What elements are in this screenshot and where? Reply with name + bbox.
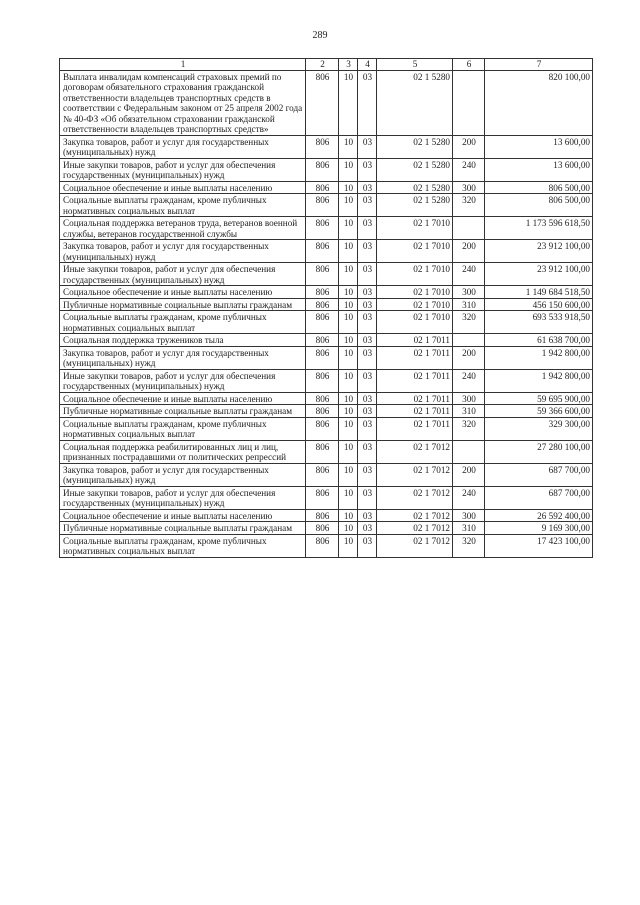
expense-type: 240: [453, 486, 485, 509]
amount: 329 300,00: [485, 417, 593, 440]
table-row: [60, 240, 593, 263]
expense-type: 320: [453, 311, 485, 334]
subsection-code: 03: [358, 70, 377, 135]
row-name: Социальные выплаты гражданам, кроме публичных нормативных социальных выплат: [60, 194, 306, 217]
ministry-code: 806: [306, 240, 339, 263]
expense-type: 300: [453, 392, 485, 405]
subsection-code: 03: [358, 334, 377, 347]
subsection-code: 03: [358, 369, 377, 392]
table-header-row: [60, 59, 593, 71]
subsection-code: 03: [358, 463, 377, 486]
column-header: 6: [453, 59, 485, 71]
ministry-code: 806: [306, 522, 339, 535]
amount: 693 533 918,50: [485, 311, 593, 334]
row-name: Иные закупки товаров, работ и услуг для обеспечения государственных (муниципальных) нужд: [60, 263, 306, 286]
expense-type: 200: [453, 463, 485, 486]
target-article: 02 1 7011: [377, 392, 453, 405]
ministry-code: 806: [306, 194, 339, 217]
amount: 820 100,00: [485, 70, 593, 135]
section-code: 10: [339, 70, 358, 135]
ministry-code: 806: [306, 509, 339, 522]
expense-type: [453, 217, 485, 240]
budget-table: [59, 58, 593, 558]
ministry-code: 806: [306, 70, 339, 135]
target-article: 02 1 7011: [377, 405, 453, 418]
column-header: 5: [377, 59, 453, 71]
ministry-code: 806: [306, 263, 339, 286]
amount: 806 500,00: [485, 194, 593, 217]
target-article: 02 1 7011: [377, 417, 453, 440]
subsection-code: 03: [358, 217, 377, 240]
ministry-code: 806: [306, 334, 339, 347]
expense-type: 300: [453, 509, 485, 522]
expense-type: 320: [453, 194, 485, 217]
section-code: 10: [339, 369, 358, 392]
table-row: [60, 392, 593, 405]
amount: 61 638 700,00: [485, 334, 593, 347]
table-row: [60, 522, 593, 535]
section-code: 10: [339, 463, 358, 486]
subsection-code: 03: [358, 181, 377, 194]
expense-type: [453, 440, 485, 463]
target-article: 02 1 7011: [377, 334, 453, 347]
table-row: [60, 346, 593, 369]
target-article: 02 1 5280: [377, 70, 453, 135]
section-code: 10: [339, 522, 358, 535]
row-name: Закупка товаров, работ и услуг для государственных (муниципальных) нужд: [60, 135, 306, 158]
column-header: 4: [358, 59, 377, 71]
amount: 13 600,00: [485, 158, 593, 181]
page-number: 289: [312, 30, 328, 41]
section-code: 10: [339, 217, 358, 240]
ministry-code: 806: [306, 158, 339, 181]
subsection-code: 03: [358, 158, 377, 181]
amount: 456 150 600,00: [485, 298, 593, 311]
column-header: 2: [306, 59, 339, 71]
section-code: 10: [339, 417, 358, 440]
ministry-code: 806: [306, 135, 339, 158]
table-row: [60, 334, 593, 347]
table-row: [60, 311, 593, 334]
section-code: 10: [339, 181, 358, 194]
row-name: Социальное обеспечение и иные выплаты населению: [60, 181, 306, 194]
amount: 9 169 300,00: [485, 522, 593, 535]
section-code: 10: [339, 509, 358, 522]
section-code: 10: [339, 311, 358, 334]
expense-type: 200: [453, 240, 485, 263]
ministry-code: 806: [306, 463, 339, 486]
column-header: 7: [485, 59, 593, 71]
section-code: 10: [339, 405, 358, 418]
table-row: [60, 70, 593, 135]
section-code: 10: [339, 440, 358, 463]
row-name: Иные закупки товаров, работ и услуг для обеспечения государственных (муниципальных) нужд: [60, 486, 306, 509]
subsection-code: 03: [358, 417, 377, 440]
amount: 17 423 100,00: [485, 534, 593, 557]
ministry-code: 806: [306, 440, 339, 463]
amount: 59 366 600,00: [485, 405, 593, 418]
ministry-code: 806: [306, 181, 339, 194]
table-row: [60, 369, 593, 392]
section-code: 10: [339, 194, 358, 217]
target-article: 02 1 7012: [377, 463, 453, 486]
section-code: 10: [339, 534, 358, 557]
expense-type: 240: [453, 369, 485, 392]
table-row: [60, 417, 593, 440]
target-article: 02 1 7010: [377, 286, 453, 299]
row-name: Социальное обеспечение и иные выплаты населению: [60, 509, 306, 522]
amount: 1 942 800,00: [485, 346, 593, 369]
expense-type: 240: [453, 158, 485, 181]
expense-type: 320: [453, 534, 485, 557]
amount: 1 942 800,00: [485, 369, 593, 392]
target-article: 02 1 7011: [377, 369, 453, 392]
table-row: [60, 405, 593, 418]
expense-type: 300: [453, 181, 485, 194]
ministry-code: 806: [306, 392, 339, 405]
target-article: 02 1 5280: [377, 181, 453, 194]
ministry-code: 806: [306, 417, 339, 440]
table-row: [60, 194, 593, 217]
column-header: 3: [339, 59, 358, 71]
ministry-code: 806: [306, 369, 339, 392]
row-name: Социальные выплаты гражданам, кроме публичных нормативных социальных выплат: [60, 311, 306, 334]
target-article: 02 1 5280: [377, 194, 453, 217]
subsection-code: 03: [358, 346, 377, 369]
ministry-code: 806: [306, 486, 339, 509]
section-code: 10: [339, 392, 358, 405]
target-article: 02 1 7010: [377, 298, 453, 311]
expense-type: 310: [453, 298, 485, 311]
expense-type: 200: [453, 135, 485, 158]
target-article: 02 1 7012: [377, 486, 453, 509]
row-name: Иные закупки товаров, работ и услуг для обеспечения государственных (муниципальных) нужд: [60, 369, 306, 392]
section-code: 10: [339, 486, 358, 509]
row-name: Закупка товаров, работ и услуг для государственных (муниципальных) нужд: [60, 346, 306, 369]
section-code: 10: [339, 346, 358, 369]
target-article: 02 1 5280: [377, 135, 453, 158]
subsection-code: 03: [358, 194, 377, 217]
table-row: [60, 286, 593, 299]
row-name: Публичные нормативные социальные выплаты гражданам: [60, 405, 306, 418]
row-name: Социальная поддержка ветеранов труда, ветеранов военной службы, ветеранов государственной службы: [60, 217, 306, 240]
expense-type: [453, 70, 485, 135]
section-code: 10: [339, 286, 358, 299]
amount: 13 600,00: [485, 135, 593, 158]
row-name: Социальные выплаты гражданам, кроме публичных нормативных социальных выплат: [60, 534, 306, 557]
expense-type: 310: [453, 522, 485, 535]
target-article: 02 1 7010: [377, 240, 453, 263]
row-name: Закупка товаров, работ и услуг для государственных (муниципальных) нужд: [60, 240, 306, 263]
table-row: [60, 158, 593, 181]
amount: 23 912 100,00: [485, 263, 593, 286]
table-row: [60, 440, 593, 463]
table-row: [60, 298, 593, 311]
ministry-code: 806: [306, 298, 339, 311]
target-article: 02 1 7012: [377, 522, 453, 535]
column-header: 1: [60, 59, 306, 71]
table-body: [60, 70, 593, 557]
ministry-code: 806: [306, 311, 339, 334]
amount: 23 912 100,00: [485, 240, 593, 263]
section-code: 10: [339, 263, 358, 286]
target-article: 02 1 5280: [377, 158, 453, 181]
amount: 1 173 596 618,50: [485, 217, 593, 240]
table-row: [60, 509, 593, 522]
expense-type: [453, 334, 485, 347]
expense-type: 200: [453, 346, 485, 369]
amount: 687 700,00: [485, 463, 593, 486]
target-article: 02 1 7012: [377, 440, 453, 463]
expense-type: 320: [453, 417, 485, 440]
table-row: [60, 181, 593, 194]
ministry-code: 806: [306, 346, 339, 369]
amount: 27 280 100,00: [485, 440, 593, 463]
target-article: 02 1 7010: [377, 311, 453, 334]
row-name: Иные закупки товаров, работ и услуг для обеспечения государственных (муниципальных) нужд: [60, 158, 306, 181]
row-name: Социальная поддержка реабилитированных лиц и лиц, признанных пострадавшими от политических репрессий: [60, 440, 306, 463]
subsection-code: 03: [358, 392, 377, 405]
table-row: [60, 534, 593, 557]
target-article: 02 1 7012: [377, 509, 453, 522]
target-article: 02 1 7011: [377, 346, 453, 369]
target-article: 02 1 7010: [377, 217, 453, 240]
section-code: 10: [339, 334, 358, 347]
row-name: Публичные нормативные социальные выплаты гражданам: [60, 298, 306, 311]
subsection-code: 03: [358, 135, 377, 158]
subsection-code: 03: [358, 522, 377, 535]
ministry-code: 806: [306, 217, 339, 240]
section-code: 10: [339, 158, 358, 181]
section-code: 10: [339, 135, 358, 158]
ministry-code: 806: [306, 534, 339, 557]
row-name: Социальное обеспечение и иные выплаты населению: [60, 392, 306, 405]
subsection-code: 03: [358, 509, 377, 522]
section-code: 10: [339, 240, 358, 263]
row-name: Публичные нормативные социальные выплаты гражданам: [60, 522, 306, 535]
ministry-code: 806: [306, 286, 339, 299]
expense-type: 310: [453, 405, 485, 418]
table-row: [60, 486, 593, 509]
row-name: Закупка товаров, работ и услуг для государственных (муниципальных) нужд: [60, 463, 306, 486]
row-name: Выплата инвалидам компенсаций страховых премий по договорам обязательного страхования гражданской ответственности владельцев транспортных средств в соответствии с Федеральным законом от 25 апреля 2002 года № 40-ФЗ «Об обязательном страховании гражданской ответственности владельцев транспортных средств»: [60, 70, 306, 135]
expense-type: 300: [453, 286, 485, 299]
row-name: Социальная поддержка тружеников тыла: [60, 334, 306, 347]
subsection-code: 03: [358, 486, 377, 509]
subsection-code: 03: [358, 263, 377, 286]
table-row: [60, 135, 593, 158]
amount: 26 592 400,00: [485, 509, 593, 522]
amount: 687 700,00: [485, 486, 593, 509]
subsection-code: 03: [358, 298, 377, 311]
row-name: Социальное обеспечение и иные выплаты населению: [60, 286, 306, 299]
table-row: [60, 217, 593, 240]
expense-type: 240: [453, 263, 485, 286]
subsection-code: 03: [358, 440, 377, 463]
amount: 1 149 684 518,50: [485, 286, 593, 299]
amount: 59 695 900,00: [485, 392, 593, 405]
table-row: [60, 463, 593, 486]
subsection-code: 03: [358, 405, 377, 418]
section-code: 10: [339, 298, 358, 311]
ministry-code: 806: [306, 405, 339, 418]
table-row: [60, 263, 593, 286]
target-article: 02 1 7010: [377, 263, 453, 286]
amount: 806 500,00: [485, 181, 593, 194]
target-article: 02 1 7012: [377, 534, 453, 557]
row-name: Социальные выплаты гражданам, кроме публичных нормативных социальных выплат: [60, 417, 306, 440]
subsection-code: 03: [358, 534, 377, 557]
subsection-code: 03: [358, 311, 377, 334]
subsection-code: 03: [358, 286, 377, 299]
subsection-code: 03: [358, 240, 377, 263]
